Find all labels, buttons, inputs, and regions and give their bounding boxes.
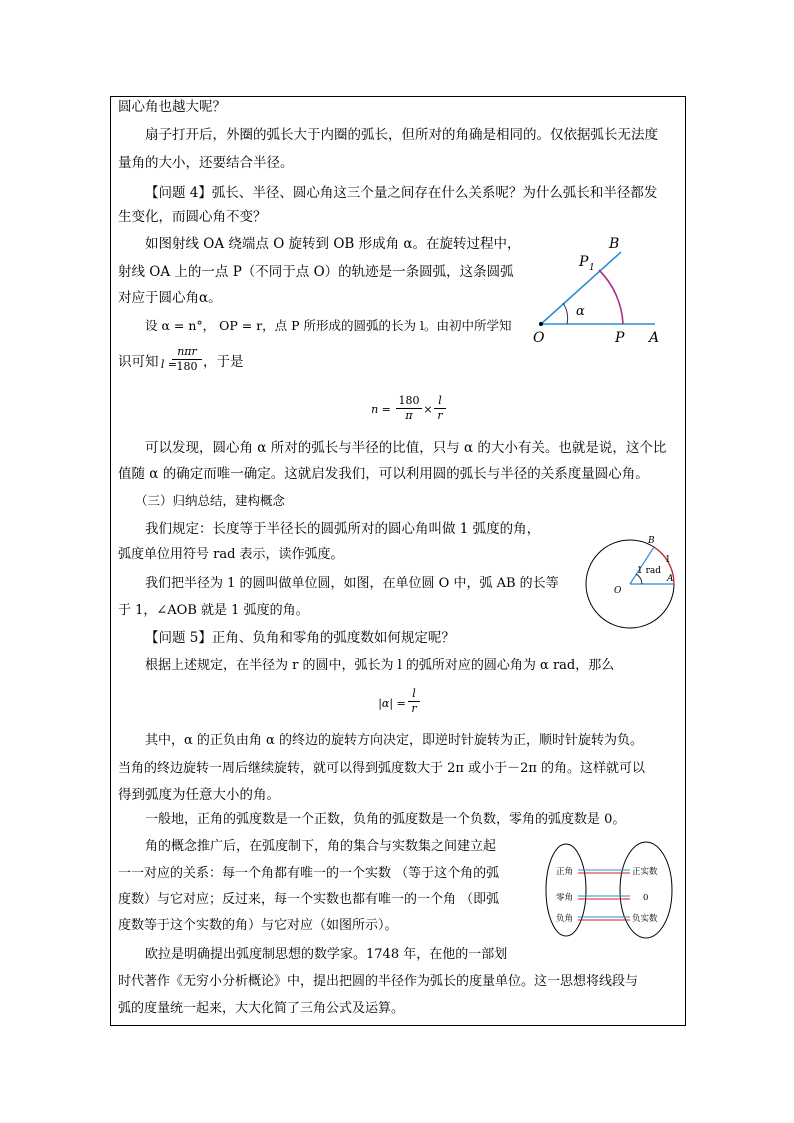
text-line: 角的概念推广后，在弧度制下，角的集合与实数集之间建立起: [145, 839, 497, 854]
label-alpha: α: [576, 304, 585, 319]
text-line: 得到弧度为任意大小的角。: [118, 787, 280, 803]
label-P1: P: [579, 254, 589, 270]
label-P1-sub: 1: [589, 263, 595, 273]
text-line: 如图射线 OA 绕端点 O 旋转到 OB 形成角 α。在旋转过程中，: [145, 236, 521, 252]
formula-lhs: n =: [371, 403, 391, 416]
text-line: 设 α = n°， OP = r，点 P 所形成的圆弧的长为 l。由初中所学知: [145, 318, 512, 333]
unit-circle-figure: [574, 532, 686, 634]
text-line: 对应于圆心角α。: [118, 290, 222, 306]
text-line: 值随 α 的确定而唯一确定。这就启发我们，可以利用圆的弧长与半径的关系度量圆心角。: [118, 466, 649, 482]
text-line: 时代著作《无穷小分析概论》中，提出把圆的半径作为弧长的度量单位。这一思想将线段与: [118, 974, 639, 989]
section-heading: （三）归纳总结，建构概念: [135, 493, 286, 508]
label-1: 1: [665, 555, 671, 565]
text-line: 度数等于这个实数的角）与它对应（如图所示）。: [118, 918, 398, 933]
fraction-l-r: $\frac{l}{r}$: [408, 687, 420, 716]
text-line: 【问题 4】弧长、半径、圆心角这三个量之间存在什么关系呢？为什么弧长和半径都发: [145, 185, 658, 201]
angle-figure: [525, 232, 675, 348]
text-line: 弧度单位用符号 rad 表示，读作弧度。: [118, 547, 344, 562]
formula-lhs: l =: [160, 358, 178, 371]
text-line: ，于是: [203, 354, 244, 370]
label-positive-angle: 正角: [556, 867, 574, 877]
label-O: O: [533, 330, 545, 346]
text-line: 可以发现，圆心角 α 所对的弧长与半径的比值，只与 α 的大小有关。也就是说，这个比: [145, 440, 667, 456]
fraction-180-pi: $\frac{180}{\pi}$: [396, 394, 422, 423]
text-line: 度数）与它对应；反过来，每一个实数也都有唯一的一个角 （即弧: [118, 892, 500, 907]
text-line: 根据上述规定，在半径为 r 的圆中，弧长为 l 的弧所对应的圆心角为 α rad，那么: [145, 658, 615, 673]
mapping-figure: [544, 838, 678, 944]
text-line: 当角的终边旋转一周后继续旋转，就可以得到弧度数大于 2π 或小于－2π 的角。这样就可以: [118, 761, 646, 776]
label-zero: 0: [643, 893, 649, 903]
formula-lhs: |α| =: [378, 697, 406, 710]
text-line: 射线 OA 上的一点 P（不同于点 O）的轨迹是一条圆弧，这条圆弧: [118, 264, 514, 280]
label-negative-angle: 负角: [556, 914, 574, 924]
label-A: A: [649, 330, 660, 346]
text-line: 欧拉是明确提出弧度制思想的数学家。1748 年，在他的一部划: [145, 947, 508, 962]
label-P: P: [615, 330, 625, 346]
arc-PP1: [599, 270, 623, 324]
label-A: A: [667, 574, 674, 584]
text-line: 弧的度量统一起来，大大化简了三角公式及运算。: [118, 1001, 405, 1016]
text-line: 其中，α 的正负由角 α 的终边的旋转方向决定，即逆时针旋转为正，顺时针旋转为负。: [145, 733, 643, 748]
text-line: 于 1，∠AOB 就是 1 弧度的角。: [118, 603, 309, 618]
text-line: 扇子打开后，外圈的弧长大于内圈的弧长，但所对的角确是相同的。仅依据弧长无法度: [145, 127, 658, 143]
text-line: 生变化，而圆心角不变？: [118, 209, 267, 225]
text-line: 我们把半径为 1 的圆叫做单位圆，如图，在单位圆 O 中，弧 AB 的长等: [145, 576, 559, 591]
text-line: 圆心角也越大呢？: [118, 99, 226, 115]
label-negative-real: 负实数: [632, 914, 658, 924]
text-line: 【问题 5】正角、负角和零角的弧度数如何规定呢？: [145, 630, 455, 646]
label-1rad: 1 rad: [637, 566, 662, 576]
text-line: 一一对应的关系：每一个角都有唯一的一个实数 （等于这个角的弧: [118, 866, 500, 881]
label-B: B: [648, 536, 655, 546]
text-line: 量角的大小，还要结合半径。: [118, 155, 294, 171]
label-O: O: [614, 586, 622, 596]
point-O: [539, 322, 543, 326]
fraction-l-r: $\frac{l}{r}$: [434, 394, 446, 423]
times-sign: ×: [423, 403, 433, 416]
text-line: 我们规定：长度等于半径长的圆弧所对的圆心角叫做 1 弧度的角，: [145, 521, 541, 537]
angle-arc: [563, 303, 568, 324]
text-line: 识可知: [118, 354, 159, 370]
label-zero-angle: 零角: [556, 893, 574, 903]
text-line: 一般地，正角的弧度数是一个正数，负角的弧度数是一个负数，零角的弧度数是 0。: [145, 812, 626, 827]
fraction-arc-length: nπr 180: [172, 345, 202, 374]
label-positive-real: 正实数: [632, 867, 658, 877]
label-B: B: [609, 236, 620, 252]
